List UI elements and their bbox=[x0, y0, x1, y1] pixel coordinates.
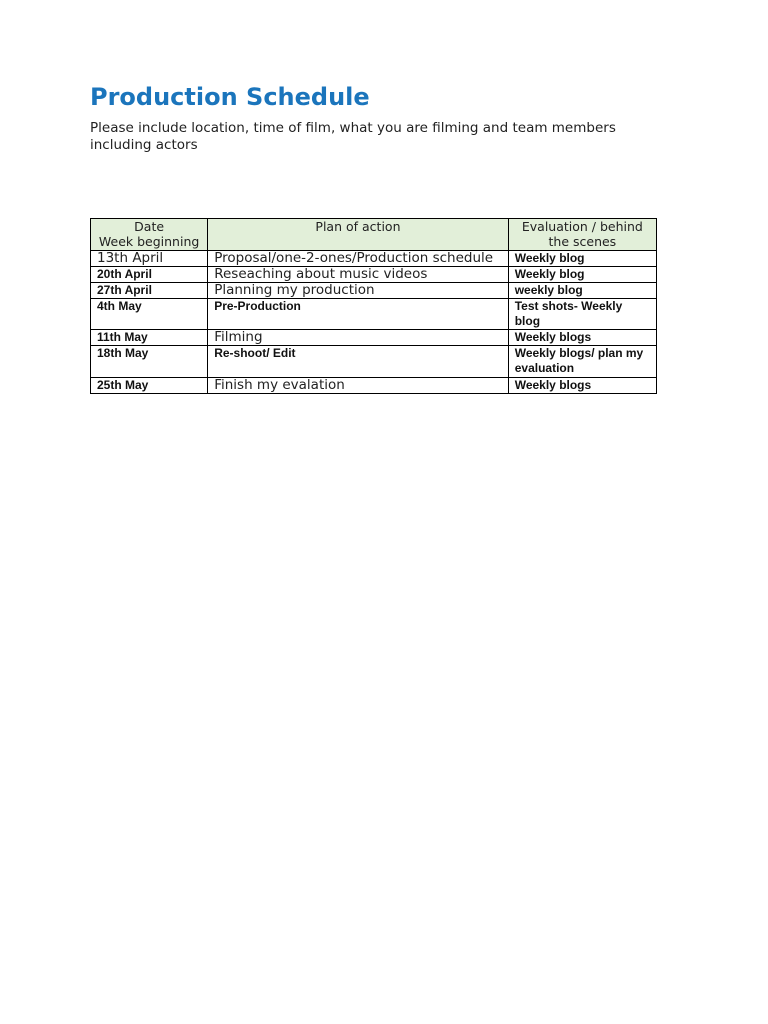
table-row bbox=[91, 346, 657, 378]
cell-plan: Finish my evalation bbox=[208, 378, 509, 394]
cell-date: 27th April bbox=[91, 283, 208, 299]
cell-plan: Pre-Production bbox=[208, 299, 509, 330]
cell-eval: Weekly blog bbox=[508, 251, 656, 267]
cell-eval: weekly blog bbox=[508, 283, 656, 299]
cell-eval: Test shots- Weekly blog bbox=[508, 299, 656, 330]
header-date bbox=[91, 219, 208, 251]
header-eval-line2: the scenes bbox=[548, 234, 617, 249]
cell-plan: Reseaching about music videos bbox=[208, 267, 509, 283]
cell-date: 13th April bbox=[91, 251, 208, 267]
table-body bbox=[91, 251, 657, 394]
table-row bbox=[91, 251, 657, 267]
schedule-table bbox=[90, 218, 657, 394]
header-date-line2: Week beginning bbox=[98, 234, 200, 249]
header-date-line1: Date bbox=[134, 219, 165, 234]
header-plan-label: Plan of action bbox=[315, 219, 401, 234]
cell-plan: Planning my production bbox=[208, 283, 509, 299]
header-eval bbox=[508, 219, 656, 251]
intro-text: Please include location, time of film, what you are filming and team members including actors bbox=[90, 120, 616, 153]
cell-plan: Re-shoot/ Edit bbox=[208, 346, 509, 378]
cell-date: 18th May bbox=[91, 346, 208, 378]
table-row bbox=[91, 378, 657, 394]
cell-date: 25th May bbox=[91, 378, 208, 394]
cell-date: 20th April bbox=[91, 267, 208, 283]
cell-plan: Proposal/one-2-ones/Production schedule bbox=[208, 251, 509, 267]
table-row bbox=[91, 330, 657, 346]
cell-eval: Weekly blogs bbox=[508, 378, 656, 394]
table-row bbox=[91, 267, 657, 283]
table-row bbox=[91, 283, 657, 299]
header-plan bbox=[208, 219, 509, 251]
cell-eval: Weekly blog bbox=[508, 267, 656, 283]
cell-eval: Weekly blogs/ plan my evaluation bbox=[508, 346, 656, 378]
cell-plan: Filming bbox=[208, 330, 509, 346]
cell-date: 4th May bbox=[91, 299, 208, 330]
header-eval-line1: Evaluation / behind bbox=[521, 219, 643, 234]
cell-date: 11th May bbox=[91, 330, 208, 346]
table-header bbox=[91, 219, 657, 251]
header-row bbox=[91, 219, 657, 251]
cell-eval: Weekly blogs bbox=[508, 330, 656, 346]
table-row bbox=[91, 299, 657, 330]
page-title: Production Schedule bbox=[90, 83, 370, 111]
